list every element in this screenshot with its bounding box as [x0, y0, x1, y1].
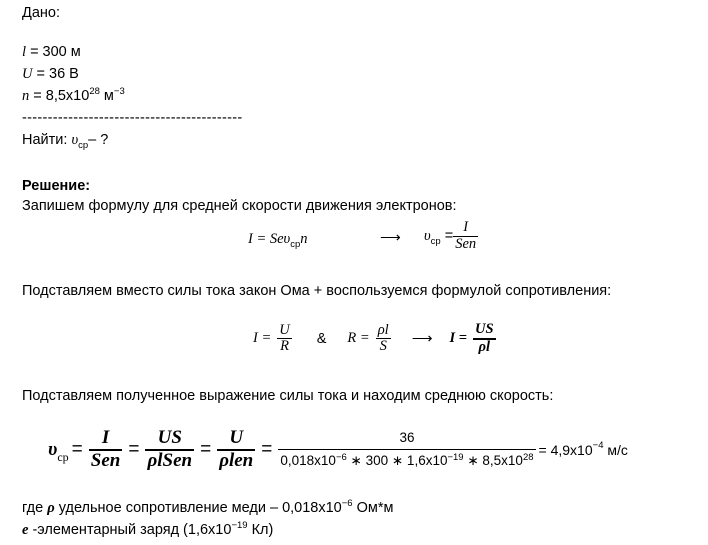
equation-2: [250, 322, 499, 356]
eq3-num-2: US: [157, 427, 182, 448]
eq2-den-1: R: [280, 338, 289, 355]
eq2-den-2: S: [379, 338, 387, 355]
arrow-1: ⟶: [380, 230, 401, 246]
eq3-num-3: U: [229, 427, 244, 448]
equation-3: [48, 428, 628, 472]
eq1-right-equals: =: [440, 227, 454, 244]
eq3-equals-2: =: [128, 438, 140, 460]
find-symbol: υ: [71, 132, 79, 148]
eq1-right-subscript: ср: [430, 235, 441, 247]
eq3-v: $\upsilon_{ср}$: [48, 438, 69, 464]
eq3-result: = $4,9х10^{-4}$ м/с: [538, 439, 628, 458]
solution-text-2: Подставляем вместо силы тока закон Ома + воспользуемся формулой сопротивления:: [22, 283, 612, 299]
eq1-fraction: [453, 220, 478, 253]
given-separator: -------------------------------------------: [22, 110, 243, 126]
find-line: [22, 132, 108, 149]
concentration-symbol: n: [22, 88, 30, 104]
eq3-den-3: ρlen: [219, 449, 254, 471]
eq2-I-left: I =: [253, 330, 272, 347]
arrow-2: ⟶: [411, 330, 433, 347]
eq2-R-left: R =: [347, 330, 370, 347]
eq3-den-1: Sen: [90, 449, 121, 471]
eq2-num-2: ρl: [377, 321, 389, 338]
solution-text-3: Подставляем полученное выражение силы тока и находим среднюю скорость:: [22, 388, 554, 404]
eq1-numerator: I: [463, 219, 469, 235]
eq1-denominator: Sen: [455, 235, 477, 252]
eq2-num-1: U: [279, 321, 290, 338]
eq3-num-4: 36: [399, 430, 415, 446]
equation-1-right: [424, 220, 478, 253]
solution-heading: Решение:: [22, 178, 91, 194]
eq3-den-4: $0,018х10^{-6}$ ∗ 300 ∗ $1,6х10^{-19}$ ∗ $8,5х10^{28}$: [280, 451, 534, 468]
rho-symbol: ρ: [47, 500, 55, 516]
concentration-unit-exponent: −3: [113, 86, 125, 97]
eq3-numeric-fraction: [278, 431, 535, 469]
note-charge: e -элементарный заряд ($1,6х10^{-19}$ Кл): [22, 520, 274, 538]
concentration-exponent: 28: [89, 86, 100, 97]
eq2-fraction-ohm: [277, 323, 291, 356]
equation-1-left: [248, 231, 308, 248]
find-question: – ?: [88, 132, 109, 148]
eq1-left-tail: n: [300, 231, 308, 247]
concentration-unit: м: [99, 88, 114, 104]
solution-text-1: Запишем формулу для средней скорости движения электронов:: [22, 198, 457, 214]
eq1-left-subscript: ср: [290, 239, 301, 250]
eq3-fraction-3: [217, 428, 255, 472]
eq2-I-result: I =: [449, 330, 468, 347]
eq2-fraction-result: [473, 322, 496, 356]
eq2-fraction-resistance: [376, 323, 391, 356]
eq1-right-v: υ: [424, 227, 431, 244]
length-symbol: l: [22, 44, 27, 60]
voltage-symbol: U: [22, 66, 33, 82]
eq3-den-2: ρlSen: [147, 449, 193, 471]
eq3-fraction-2: [145, 428, 194, 472]
note-resistivity: где ρ удельное сопротивление меди – $0,018х10^{-6}$ Ом*м: [22, 498, 394, 516]
eq3-v-subscript: ср: [57, 449, 69, 464]
eq1-left-main: I = Seυ: [248, 231, 291, 247]
eq3-equals-1: =: [71, 438, 83, 460]
eq2-num-3: US: [475, 321, 494, 337]
find-subscript: ср: [78, 140, 89, 151]
eq3-fraction-1: [89, 428, 123, 472]
given-heading: Дано:: [22, 5, 60, 21]
length-value: = 300 м: [30, 44, 81, 60]
eq2-den-3: ρl: [478, 338, 491, 355]
eq3-equals-4: =: [261, 438, 273, 460]
eq3-num-1: I: [101, 427, 110, 448]
eq3-equals-3: =: [200, 438, 212, 460]
ampersand: &: [316, 330, 327, 347]
e-symbol: e: [22, 522, 29, 538]
given-voltage: [22, 66, 79, 83]
concentration-value: = 8,5х10: [29, 88, 90, 104]
given-concentration: [22, 88, 125, 105]
given-length: [22, 44, 81, 61]
find-label: Найти:: [22, 132, 72, 148]
voltage-value: = 36 В: [36, 66, 79, 82]
